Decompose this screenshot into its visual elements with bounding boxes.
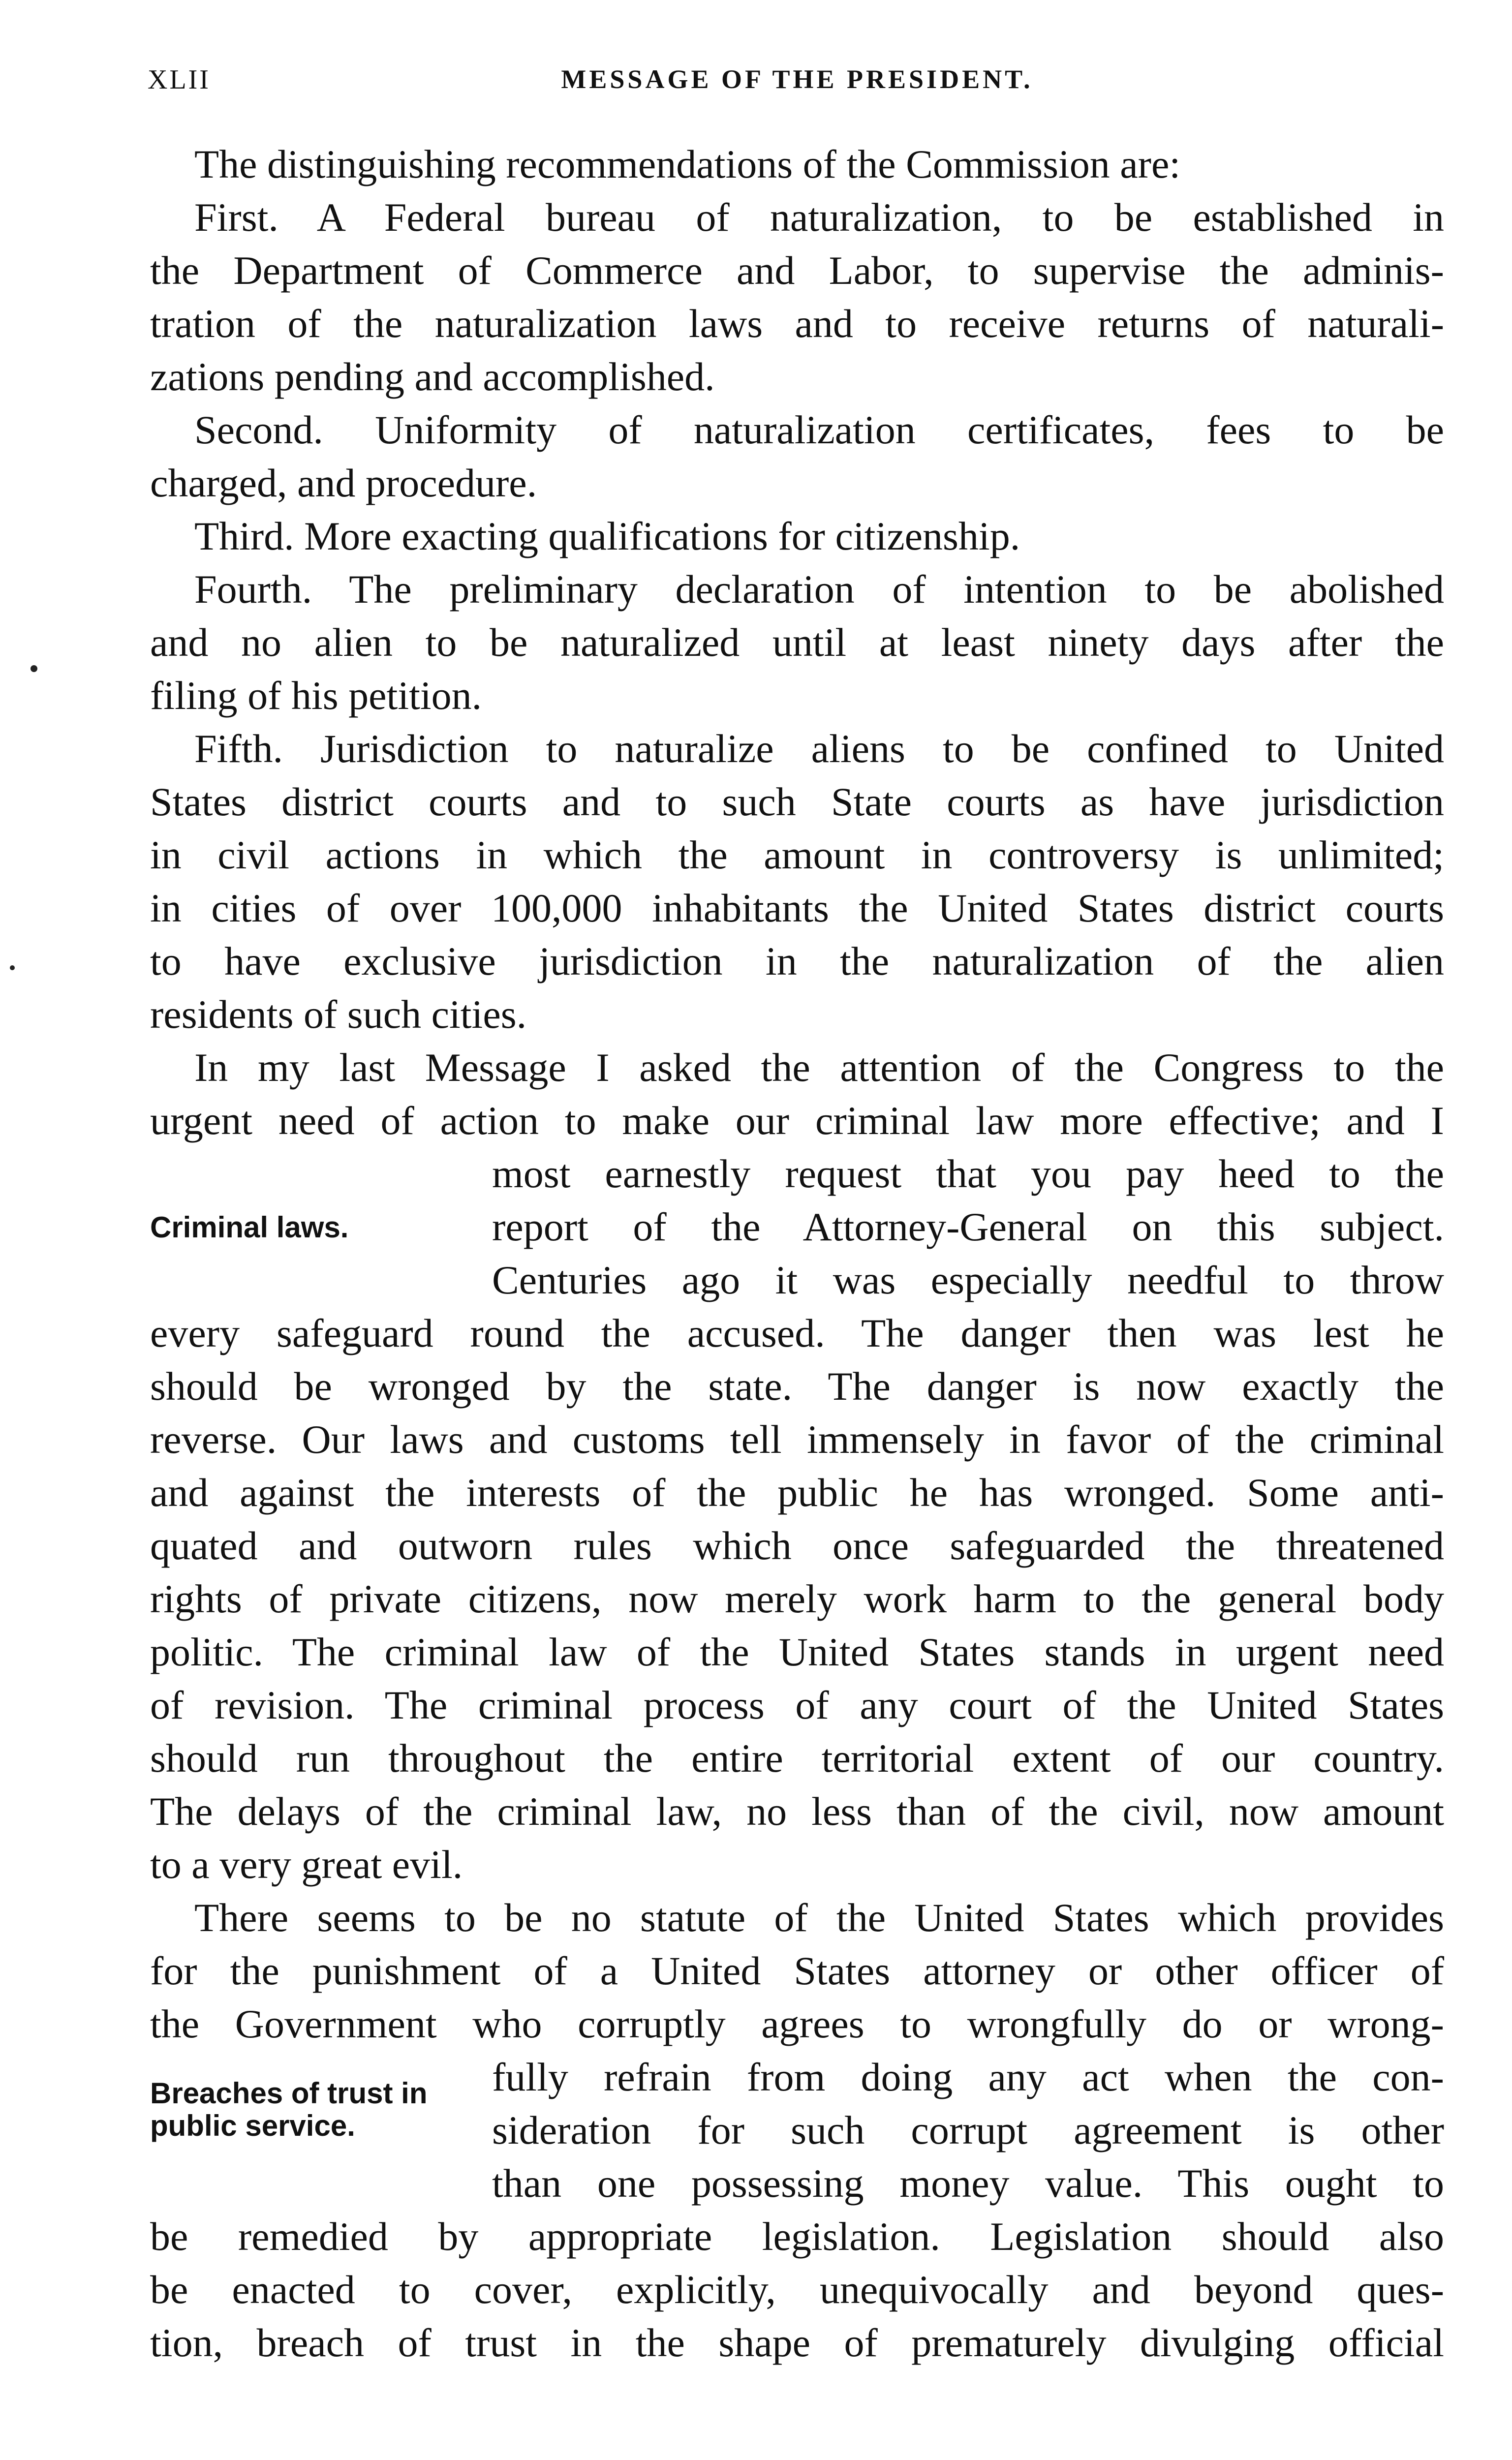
text-line: and no alien to be naturalized until at least ninety days after the: [150, 620, 1444, 665]
text-line: politic. The criminal law of the United States stands in urgent need: [150, 1630, 1444, 1674]
text-line: be enacted to cover, explicitly, unequivocally and beyond ques-: [150, 2267, 1444, 2312]
ink-speck: [31, 665, 37, 672]
text-line: fully refrain from doing any act when the con-: [492, 2055, 1444, 2099]
text-line: filing of his petition.: [150, 673, 482, 718]
running-head: [148, 64, 1447, 113]
text-line: the Department of Commerce and Labor, to supervise the adminis-: [150, 248, 1444, 293]
text-line: tion, breach of trust in the shape of prematurely divulging official: [150, 2320, 1444, 2365]
text-line: zations pending and accomplished.: [150, 354, 715, 399]
text-line: should be wronged by the state. The danger is now exactly the: [150, 1364, 1444, 1409]
text-line: quated and outworn rules which once safeguarded the threatened: [150, 1523, 1444, 1568]
text-line: In my last Message I asked the attention of the Congress to the: [194, 1045, 1444, 1090]
running-title: MESSAGE OF THE PRESIDENT.: [561, 64, 1033, 94]
ink-speck: [10, 965, 15, 970]
text-line: There seems to be no statute of the United States which provides: [194, 1895, 1444, 1940]
text-line: The delays of the criminal law, no less than of the civil, now amount: [150, 1789, 1444, 1834]
text-line: First. A Federal bureau of naturalization, to be established in: [194, 195, 1444, 240]
sidenote-breaches-of-trust: [150, 2077, 427, 2142]
text-line: to have exclusive jurisdiction in the naturalization of the alien: [150, 939, 1444, 984]
text-line: rights of private citizens, now merely work harm to the general body: [150, 1576, 1444, 1621]
sidenote-criminal-laws: Criminal laws.: [150, 1211, 349, 1244]
text-line: residents of such cities.: [150, 992, 527, 1037]
text-line: in cities of over 100,000 inhabitants the United States district courts: [150, 886, 1444, 930]
sidenote-line: public service.: [150, 2109, 355, 2142]
text-line: of revision. The criminal process of any court of the United States: [150, 1683, 1444, 1727]
text-line: urgent need of action to make our criminal law more effective; and I: [150, 1098, 1444, 1143]
text-line: Second. Uniformity of naturalization certificates, fees to be: [194, 407, 1444, 452]
text-line: the Government who corruptly agrees to wrongfully do or wrong-: [150, 2001, 1444, 2046]
text-line: charged, and procedure.: [150, 461, 537, 505]
text-line: Fourth. The preliminary declaration of intention to be abolished: [194, 567, 1444, 612]
text-line: tration of the naturalization laws and to receive returns of naturali-: [150, 301, 1444, 346]
text-line: Centuries ago it was especially needful to throw: [492, 1258, 1444, 1302]
page-number: XLII: [148, 64, 211, 95]
sidenote-line: Breaches of trust in: [150, 2077, 428, 2110]
text-line: Third. More exacting qualifications for citizenship.: [194, 514, 1020, 558]
text-line: be remedied by appropriate legislation. Legislation should also: [150, 2214, 1444, 2259]
text-line: most earnestly request that you pay heed to the: [492, 1151, 1444, 1196]
text-line: reverse. Our laws and customs tell immensely in favor of the criminal: [150, 1417, 1444, 1462]
text-line: than one possessing money value. This ought to: [492, 2161, 1444, 2206]
text-line: should run throughout the entire territorial extent of our country.: [150, 1736, 1444, 1781]
text-line: sideration for such corrupt agreement is other: [492, 2108, 1444, 2152]
text-line: report of the Attorney-General on this subject.: [492, 1204, 1444, 1249]
text-line: in civil actions in which the amount in controversy is unlimited;: [150, 832, 1444, 877]
text-line: Fifth. Jurisdiction to naturalize aliens to be confined to United: [194, 726, 1444, 771]
text-line: to a very great evil.: [150, 1842, 463, 1887]
text-line: and against the interests of the public he has wronged. Some anti-: [150, 1470, 1444, 1515]
text-line: every safeguard round the accused. The danger then was lest he: [150, 1311, 1444, 1355]
text-line: States district courts and to such State courts as have jurisdiction: [150, 779, 1444, 824]
text-line: for the punishment of a United States attorney or other officer of: [150, 1948, 1444, 1993]
text-line: The distinguishing recommendations of the Commission are:: [194, 142, 1181, 186]
